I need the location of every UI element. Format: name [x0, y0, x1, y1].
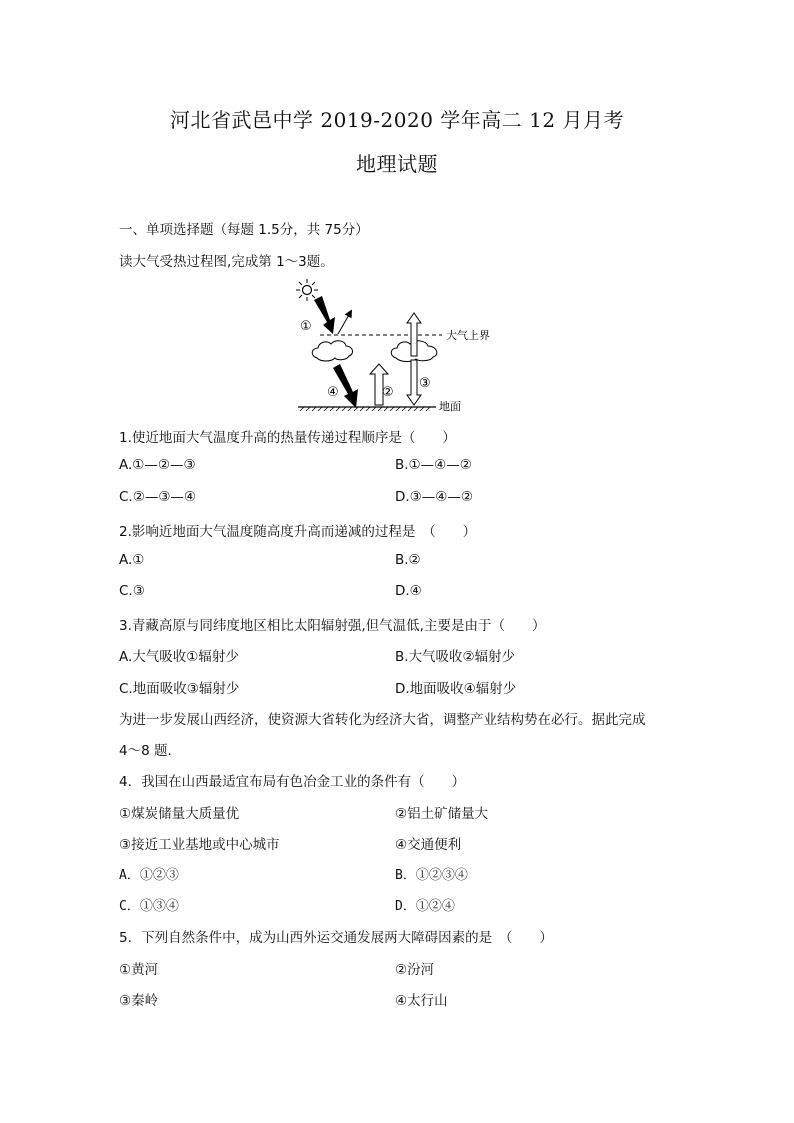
- question-4-option-d: D．①②④: [395, 899, 455, 914]
- question-4-condition-2: ②铝土矿储量大: [395, 806, 489, 822]
- marker-3: ③: [419, 376, 431, 391]
- question-2-option-b: B.②: [395, 552, 421, 568]
- question-5-stem: 5．下列自然条件中，成为山西外运交通发展两大障碍因素的是 （ ）: [119, 930, 553, 946]
- question-2-option-a: A.①: [119, 552, 145, 568]
- marker-1: ①: [300, 319, 312, 334]
- question-2-stem: 2.影响近地面大气温度随高度升高而递减的过程是 （ ）: [119, 524, 477, 540]
- question-4-condition-1: ①煤炭储量大质量优: [119, 806, 240, 822]
- question-4-stem: 4．我国在山西最适宜布局有色冶金工业的条件有（ ）: [119, 774, 466, 790]
- atmosphere-top-label: 大气上界: [446, 329, 490, 342]
- question-1-option-b: B.①—④—②: [395, 457, 472, 473]
- exam-subtitle: 地理试题: [356, 152, 438, 176]
- question-2-option-c: C.③: [119, 583, 145, 599]
- marker-2: ②: [382, 385, 394, 400]
- marker-4: ④: [327, 385, 339, 400]
- question-3-option-a: A.大气吸收①辐射少: [119, 649, 239, 665]
- passage-line-1: 为进一步发展山西经济，使资源大省转化为经济大省，调整产业结构势在必行。据此完成: [119, 712, 646, 728]
- question-3-option-d: D.地面吸收④辐射少: [395, 681, 517, 697]
- arrow-reflected: [338, 313, 350, 334]
- question-1-option-d: D.③—④—②: [395, 489, 473, 505]
- question-2-option-d: D.④: [395, 583, 422, 599]
- question-5-condition-3: ③秦岭: [119, 993, 159, 1009]
- question-4-option-b: B．①②③④: [395, 868, 468, 883]
- question-1-option-c: C.②—③—④: [119, 489, 197, 505]
- arrow-1-solar-radiation: [314, 296, 335, 334]
- question-4-condition-3: ③接近工业基地或中心城市: [119, 837, 280, 853]
- question-3-option-b: B.大气吸收②辐射少: [395, 649, 516, 665]
- sun-icon: [296, 279, 318, 301]
- question-4-condition-4: ④交通便利: [395, 837, 462, 853]
- section-intro: 读大气受热过程图,完成第 1～3题。: [119, 254, 334, 270]
- ground-hatching: [300, 407, 430, 411]
- question-3-option-c: C.地面吸收③辐射少: [119, 681, 240, 697]
- question-1-stem: 1.使近地面大气温度升高的热量传递过程顺序是（ ）: [119, 430, 456, 446]
- ground-label: 地面: [439, 400, 461, 413]
- question-4-option-c: C．①③④: [119, 899, 179, 914]
- atmosphere-heating-diagram: [290, 276, 520, 416]
- question-4-option-a: A．①②③: [119, 868, 179, 883]
- question-5-condition-1: ①黄河: [119, 962, 159, 978]
- exam-title: 河北省武邑中学 2019-2020 学年高二 12 月月考: [170, 108, 624, 132]
- question-3-stem: 3.青藏高原与同纬度地区相比太阳辐射强,但气温低,主要是由于（ ）: [119, 618, 546, 634]
- passage-line-2: 4～8 题.: [119, 743, 172, 759]
- cloud-left: [312, 341, 352, 361]
- section-heading: 一、单项选择题（每题 1.5分，共 75分）: [119, 222, 369, 238]
- question-1-option-a: A.①—②—③: [119, 457, 196, 473]
- question-5-condition-2: ②汾河: [395, 962, 435, 978]
- question-5-condition-4: ④太行山: [395, 993, 448, 1009]
